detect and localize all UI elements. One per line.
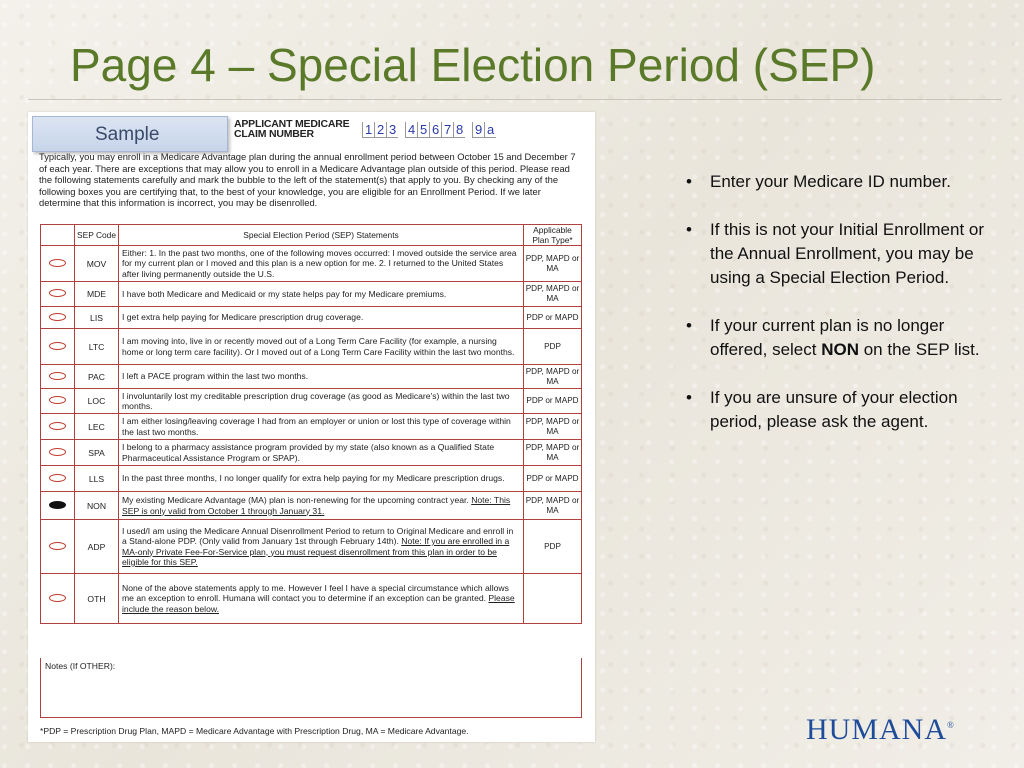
bullet-text: Enter your Medicare ID number. <box>710 172 951 191</box>
sep-statement-text: I am either losing/leaving coverage I had from an employer or union or lost this type of coverage within the last two months. <box>122 416 511 437</box>
bullet-item <box>686 314 986 362</box>
sep-code: SPA <box>75 440 119 466</box>
empty-bubble[interactable] <box>49 259 66 267</box>
sep-row-adp <box>41 520 582 574</box>
sep-statement <box>119 307 524 329</box>
bullet-text: If this is not your Initial Enrollment or the Annual Enrollment, you may be using a Special Election Period. <box>710 220 985 287</box>
sample-label: Sample <box>32 116 228 152</box>
empty-bubble[interactable] <box>49 542 66 550</box>
plan-type: PDP or MAPD <box>524 389 582 414</box>
sep-code: LIS <box>75 307 119 329</box>
sep-bubble-cell[interactable] <box>41 365 75 389</box>
sep-statement <box>119 520 524 574</box>
plan-type-header: Applicable Plan Type* <box>524 225 582 246</box>
sep-code: OTH <box>75 574 119 624</box>
sep-row-mov <box>41 246 582 282</box>
sep-code: NON <box>75 492 119 520</box>
sep-statement <box>119 389 524 414</box>
sep-code-header: SEP Code <box>75 225 119 246</box>
plan-type: PDP <box>524 520 582 574</box>
empty-bubble[interactable] <box>49 474 66 482</box>
sep-statement <box>119 574 524 624</box>
plan-type: PDP or MAPD <box>524 466 582 492</box>
sep-bubble-cell[interactable] <box>41 389 75 414</box>
sep-form-image <box>28 112 595 742</box>
sep-statement-note: Note: This SEP is only valid from October 1 through January 31. <box>122 495 511 516</box>
sep-code: MDE <box>75 282 119 307</box>
bullet-text: If your current plan is no longer offered, select NON on the SEP list. <box>710 316 980 359</box>
sep-statement-text: My existing Medicare Advantage (MA) plan is non-renewing for the upcoming contract year. <box>122 495 472 506</box>
sep-row-non <box>41 492 582 520</box>
bullet-icon: • <box>686 388 692 407</box>
plan-type: PDP, MAPD or MA <box>524 282 582 307</box>
sep-code: MOV <box>75 246 119 282</box>
sep-statement <box>119 246 524 282</box>
claim-number-boxes <box>362 122 496 138</box>
sep-row-mde <box>41 282 582 307</box>
sep-code: PAC <box>75 365 119 389</box>
empty-bubble[interactable] <box>49 289 66 297</box>
sep-statement <box>119 440 524 466</box>
plan-type: PDP, MAPD or MA <box>524 414 582 440</box>
sep-row-lis <box>41 307 582 329</box>
sep-statement-text: I have both Medicare and Medicaid or my state helps pay for my Medicare premiums. <box>122 288 447 299</box>
empty-bubble[interactable] <box>49 422 66 430</box>
empty-bubble[interactable] <box>49 342 66 350</box>
sep-bubble-cell[interactable] <box>41 329 75 365</box>
claim-digit-box: 1 <box>362 122 374 138</box>
instruction-bullets <box>686 170 986 458</box>
sep-statement-text: I am moving into, live in or recently moved out of a Long Term Care Facility (for example, a nursing home or long term care facility). Or I moved out of a Long Term Care Facility within the last two months. <box>122 336 515 357</box>
sep-statement <box>119 492 524 520</box>
plan-type <box>524 574 582 624</box>
sep-statement-text: I belong to a pharmacy assistance program provided by my state (also known as a Qualified State Pharmaceutical Assistance Program or SPAP). <box>122 442 495 463</box>
empty-bubble[interactable] <box>49 372 66 380</box>
sep-bubble-cell[interactable] <box>41 492 75 520</box>
sep-bubble-cell[interactable] <box>41 574 75 624</box>
title-divider <box>28 99 1002 100</box>
sep-statement-note: Please include the reason below. <box>122 593 515 614</box>
sep-statement <box>119 329 524 365</box>
sep-code: LTC <box>75 329 119 365</box>
plan-type: PDP, MAPD or MA <box>524 492 582 520</box>
empty-bubble[interactable] <box>49 448 66 456</box>
claim-digit-box: 8 <box>453 122 465 138</box>
sep-bubble-cell[interactable] <box>41 307 75 329</box>
empty-bubble[interactable] <box>49 396 66 404</box>
sep-statement-text: I involuntarily lost my creditable prescription drug coverage (as good as Medicare's) within the last two months. <box>122 390 510 411</box>
sep-statement <box>119 282 524 307</box>
plan-type: PDP, MAPD or MA <box>524 440 582 466</box>
sep-row-spa <box>41 440 582 466</box>
sep-row-oth <box>41 574 582 624</box>
bullet-item <box>686 218 986 290</box>
sep-statement <box>119 466 524 492</box>
sep-bubble-cell[interactable] <box>41 246 75 282</box>
sep-statement-text: I left a PACE program within the last two months. <box>122 371 309 382</box>
sep-code: LOC <box>75 389 119 414</box>
form-intro-text: Typically, you may enroll in a Medicare Advantage plan during the annual enrollment period between October 15 and December 7 of each year. There are exceptions that may allow you to enroll in a Medicare Advantage plan outside of this period. Please read the following statements carefully and mark the bubble to the left of the statement(s) that apply to you. By checking any of the following boxes you are certifying that, to the best of your knowledge, you are eligible for an Enrollment Period. If we later determine that this information is incorrect, you may be disenrolled. <box>39 151 576 209</box>
sep-row-lec <box>41 414 582 440</box>
bubble-header <box>41 225 75 246</box>
sep-bubble-cell[interactable] <box>41 520 75 574</box>
sep-bubble-cell[interactable] <box>41 414 75 440</box>
bullet-text: If you are unsure of your election period, please ask the agent. <box>710 388 958 431</box>
empty-bubble[interactable] <box>49 594 66 602</box>
bullet-icon: • <box>686 220 692 239</box>
sep-code: LEC <box>75 414 119 440</box>
sep-statement-text: I get extra help paying for Medicare prescription drug coverage. <box>122 312 364 323</box>
slide-title: Page 4 – Special Election Period (SEP) <box>70 39 876 91</box>
bullet-item <box>686 386 986 434</box>
sep-statement <box>119 365 524 389</box>
sep-statement-text: In the past three months, I no longer qualify for extra help paying for my Medicare prescription drugs. <box>122 473 505 484</box>
bullet-emphasis: NON <box>821 340 859 359</box>
sep-statement-text: None of the above statements apply to me. However I feel I have a special circumstance which allows me an exception to enroll. Humana will contact you to determine if an exception can be granted. <box>122 582 509 604</box>
sep-code: ADP <box>75 520 119 574</box>
sep-bubble-cell[interactable] <box>41 282 75 307</box>
sep-statement-text: Either: 1. In the past two months, one of the following moves occurred: I moved outside the service area for my current plan or I moved and this plan is a new option for me. 2. I returned to the United States after living permanently outside the U.S. <box>122 247 517 279</box>
sep-code: LLS <box>75 466 119 492</box>
sep-bubble-cell[interactable] <box>41 466 75 492</box>
sep-row-loc <box>41 389 582 414</box>
plan-type: PDP, MAPD or MA <box>524 365 582 389</box>
notes-field: Notes (If OTHER): <box>40 658 582 718</box>
sep-statement-note: Note: If you are enrolled in a MA-only Private Fee-For-Service plan, you must request disenrollment from this plan in order to be eligible for this SEP. <box>122 536 510 567</box>
claim-number-label: APPLICANT MEDICARE CLAIM NUMBER <box>234 118 350 140</box>
sep-table <box>40 224 582 624</box>
claim-digit-box: 4 <box>405 122 417 138</box>
plan-type: PDP or MAPD <box>524 307 582 329</box>
claim-digit-box: 9 <box>472 122 484 138</box>
bullet-item <box>686 170 986 194</box>
sep-row-lls <box>41 466 582 492</box>
sep-statement <box>119 414 524 440</box>
sep-bubble-cell[interactable] <box>41 440 75 466</box>
claim-digit-box: 5 <box>417 122 429 138</box>
sep-row-pac <box>41 365 582 389</box>
plan-type: PDP, MAPD or MA <box>524 246 582 282</box>
claim-digit-box: 7 <box>441 122 453 138</box>
statement-header: Special Election Period (SEP) Statements <box>119 225 524 246</box>
claim-digit-box: a <box>484 122 496 138</box>
claim-digit-box: 3 <box>386 122 398 138</box>
plan-type: PDP <box>524 329 582 365</box>
humana-logo: HUMANA® <box>806 713 955 746</box>
empty-bubble[interactable] <box>49 313 66 321</box>
sep-statement-text: I used/I am using the Medicare Annual Disenrollment Period to return to Original Medicare and enroll in a Stand-alone PDP. (Only valid from January 1st through February 14th). <box>122 525 514 547</box>
bullet-icon: • <box>686 172 692 191</box>
bullet-icon: • <box>686 316 692 335</box>
sep-row-ltc <box>41 329 582 365</box>
selected-bubble[interactable] <box>49 501 66 509</box>
claim-digit-box: 2 <box>374 122 386 138</box>
plan-type-footnote: *PDP = Prescription Drug Plan, MAPD = Medicare Advantage with Prescription Drug, MA = Medicare Advantage. <box>40 726 469 736</box>
claim-digit-box: 6 <box>429 122 441 138</box>
